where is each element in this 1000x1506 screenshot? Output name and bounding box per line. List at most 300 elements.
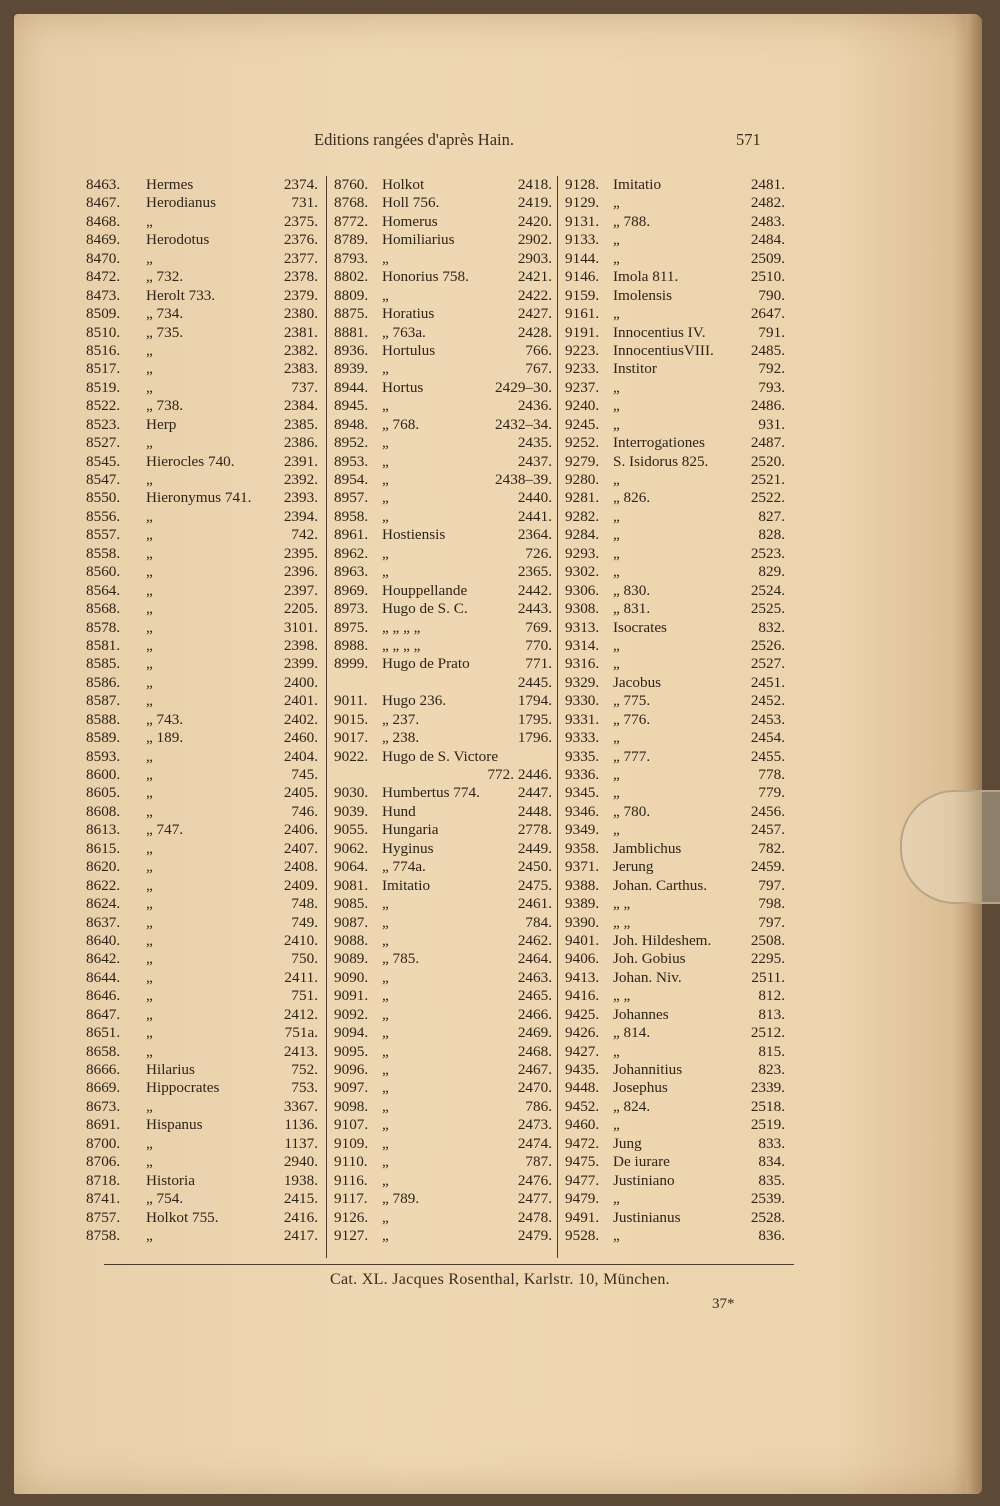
entry-name: „: [146, 507, 153, 525]
catalog-number: 2464.: [517, 950, 552, 968]
hain-number: 9098.: [334, 1097, 369, 1115]
entry-name: Humbertus 774.: [382, 784, 480, 802]
entry-name: „: [382, 1079, 389, 1097]
entry-name: „: [382, 1061, 389, 1078]
entry-name: „: [613, 231, 620, 249]
index-entry: [86, 729, 318, 747]
catalog-number: 2467.: [517, 1061, 552, 1078]
hain-number: 8939.: [334, 360, 369, 378]
entry-name: „: [613, 544, 620, 562]
catalog-number: 751.: [291, 987, 318, 1005]
entry-name: „ 189.: [146, 729, 184, 747]
entry-name: „: [613, 526, 620, 544]
catalog-number: 752.: [291, 1061, 318, 1078]
index-entry: [565, 545, 785, 563]
hain-number: 9416.: [565, 987, 600, 1005]
hain-number: 8647.: [86, 1005, 121, 1023]
catalog-number: 2383.: [283, 360, 318, 378]
index-entry: [334, 1061, 552, 1079]
index-entry: [86, 1098, 318, 1116]
catalog-number: 1137.: [284, 1134, 318, 1152]
hain-number: 8999.: [334, 655, 369, 673]
hain-number: 8516.: [86, 341, 121, 359]
index-entry: [334, 600, 552, 618]
hain-number: 8975.: [334, 618, 369, 636]
index-entry: [334, 453, 552, 471]
hain-number: 9358.: [565, 839, 600, 857]
entry-name: „ 776.: [613, 710, 651, 728]
catalog-number: 2475.: [517, 876, 552, 894]
hain-number: 9030.: [334, 784, 369, 802]
catalog-number: 746.: [291, 802, 318, 820]
hain-number: 9085.: [334, 895, 369, 913]
catalog-number: 2520.: [750, 452, 785, 470]
catalog-number: 2487.: [750, 434, 785, 452]
hain-number: 8620.: [86, 858, 121, 876]
index-entry: [86, 1190, 318, 1208]
catalog-number: 2418.: [517, 176, 552, 193]
index-entry: [86, 342, 318, 360]
entry-name: „: [613, 415, 620, 433]
entry-name: „: [382, 434, 389, 452]
entry-name: „: [613, 563, 620, 581]
hain-number: 8936.: [334, 341, 369, 359]
entry-name: „: [146, 618, 153, 636]
hain-number: 9308.: [565, 600, 600, 618]
index-entry: [334, 950, 552, 968]
catalog-number: 2451.: [750, 673, 785, 691]
catalog-number: 2478.: [517, 1208, 552, 1226]
index-entry: [86, 582, 318, 600]
entry-name: „: [146, 1134, 153, 1152]
index-entry: [86, 489, 318, 507]
catalog-number: 2450.: [517, 858, 552, 876]
index-entry: [334, 1209, 552, 1227]
hain-number: 8809.: [334, 286, 369, 304]
hain-number: 8666.: [86, 1061, 121, 1078]
entry-name: Honorius 758.: [382, 268, 469, 286]
hain-number: 8467.: [86, 194, 121, 212]
entry-name: Herodianus: [146, 194, 217, 212]
index-entry: [334, 932, 552, 950]
index-entry: [86, 250, 318, 268]
index-entry: [565, 895, 785, 913]
catalog-number: 829.: [758, 563, 785, 581]
hain-number: 8550.: [86, 489, 121, 507]
footer-rule: [104, 1264, 794, 1265]
index-entry: [86, 453, 318, 471]
catalog-number: 2524.: [750, 581, 785, 599]
hain-number: 8658.: [86, 1042, 121, 1060]
entry-name: „ „: [613, 987, 631, 1005]
catalog-number: 2482.: [750, 194, 785, 212]
entry-name: Imitatio: [382, 876, 431, 894]
catalog-number: 2391.: [283, 452, 318, 470]
entry-name: „ 774a.: [382, 858, 426, 876]
index-entry: [334, 729, 552, 747]
catalog-number: 835.: [758, 1171, 785, 1189]
catalog-number: 797.: [758, 876, 785, 894]
hain-number: 9127.: [334, 1226, 369, 1244]
entry-name: Hugo 236.: [382, 692, 447, 710]
hain-number: 8789.: [334, 231, 369, 249]
index-entry: [334, 766, 552, 784]
entry-name: „: [382, 913, 389, 931]
index-entry: [565, 969, 785, 987]
index-entry: [565, 729, 785, 747]
index-entry: [565, 674, 785, 692]
catalog-number: 2463.: [517, 968, 552, 986]
entry-name: Justiniano: [613, 1171, 675, 1189]
entry-name: „: [382, 452, 389, 470]
entry-name: „ 237.: [382, 710, 420, 728]
catalog-number: 2409.: [283, 876, 318, 894]
entry-name: „: [382, 968, 389, 986]
entry-name: „: [613, 1226, 620, 1244]
catalog-number: 2365.: [517, 563, 552, 581]
hain-number: 9133.: [565, 231, 600, 249]
hain-number: 9126.: [334, 1208, 369, 1226]
catalog-number: 2526.: [750, 636, 785, 654]
entry-name: Hungaria: [382, 821, 439, 839]
index-entry: [86, 1209, 318, 1227]
index-entry: [86, 231, 318, 249]
hain-number: 8622.: [86, 876, 121, 894]
index-entry: [565, 194, 785, 212]
index-entry: [565, 840, 785, 858]
entry-name: „: [146, 378, 153, 396]
catalog-number: 2457.: [750, 821, 785, 839]
index-entry: [565, 434, 785, 452]
entry-name: „ 788.: [613, 212, 651, 230]
catalog-number: 2438–39.: [495, 471, 552, 488]
index-entry: [334, 858, 552, 876]
index-entry: [334, 784, 552, 802]
hain-number: 9022.: [334, 747, 369, 765]
index-entry: [565, 582, 785, 600]
entry-name: Joh. Gobius: [613, 950, 686, 968]
entry-name: „: [146, 987, 153, 1005]
catalog-number: 2393.: [283, 489, 318, 507]
hain-number: 8473.: [86, 286, 121, 304]
entry-name: Hugo de S. C.: [382, 600, 468, 618]
catalog-number: 2512.: [750, 1024, 785, 1042]
index-entry: [86, 637, 318, 655]
index-entry: [565, 1079, 785, 1097]
index-entry: [86, 563, 318, 581]
hain-number: 8588.: [86, 710, 121, 728]
hain-number: 9388.: [565, 876, 600, 894]
hain-number: 9345.: [565, 784, 600, 802]
hain-number: 8954.: [334, 471, 369, 488]
index-entry: [565, 526, 785, 544]
index-entry: [334, 637, 552, 655]
entry-name: „: [146, 802, 153, 820]
catalog-number: 2484.: [750, 231, 785, 249]
catalog-number: 2477.: [517, 1190, 552, 1208]
index-entry: [86, 655, 318, 673]
catalog-number: 769.: [525, 618, 552, 636]
index-entry: [86, 969, 318, 987]
entry-name: Hermes: [146, 176, 194, 193]
entry-name: „ 735.: [146, 323, 184, 341]
hain-number: 8953.: [334, 452, 369, 470]
hain-number: 9528.: [565, 1226, 600, 1244]
catalog-number: 2419.: [517, 194, 552, 212]
hain-number: 9452.: [565, 1097, 600, 1115]
hain-number: 9090.: [334, 968, 369, 986]
catalog-number: 2428.: [517, 323, 552, 341]
catalog-number: 2406.: [283, 821, 318, 839]
index-entry: [565, 360, 785, 378]
index-entry: [334, 360, 552, 378]
hain-number: 9110.: [334, 1153, 368, 1171]
entry-name: „: [146, 950, 153, 968]
entry-name: „: [146, 636, 153, 654]
catalog-number: 745.: [291, 766, 318, 783]
index-entry: [86, 379, 318, 397]
hain-number: 8768.: [334, 194, 369, 212]
entry-name: Hierocles 740.: [146, 452, 235, 470]
catalog-number: 1794.: [517, 692, 552, 710]
hain-number: 8760.: [334, 176, 369, 193]
hain-number: 8523.: [86, 415, 121, 433]
catalog-number: 784.: [525, 913, 552, 931]
catalog-number: 836.: [758, 1226, 785, 1244]
index-entry: [334, 674, 552, 692]
entry-name: „: [382, 1024, 389, 1042]
entry-name: „: [613, 821, 620, 839]
index-entry: [334, 489, 552, 507]
entry-name: „ 738.: [146, 397, 184, 415]
catalog-number: 2441.: [517, 507, 552, 525]
index-entry: [86, 471, 318, 489]
index-entry: [86, 1061, 318, 1079]
catalog-number: 2407.: [283, 839, 318, 857]
index-entry: [565, 1098, 785, 1116]
entry-name: „: [146, 784, 153, 802]
entry-name: „ 831.: [613, 600, 651, 618]
catalog-number: 2413.: [283, 1042, 318, 1060]
column-divider: [557, 176, 558, 1258]
index-entry: [334, 305, 552, 323]
catalog-number: 2940.: [283, 1153, 318, 1171]
index-entry: [86, 1024, 318, 1042]
index-entry: [334, 711, 552, 729]
index-entry: [86, 287, 318, 305]
index-entry: [334, 877, 552, 895]
index-entry: [334, 1079, 552, 1097]
entry-name: „: [382, 1005, 389, 1023]
entry-name: „ 775.: [613, 692, 651, 710]
catalog-number: 2392.: [283, 471, 318, 488]
hain-number: 9055.: [334, 821, 369, 839]
hain-number: 8669.: [86, 1079, 121, 1097]
entry-name: „: [613, 766, 620, 783]
index-entry: [334, 176, 552, 194]
catalog-number: 731.: [291, 194, 318, 212]
catalog-number: 2778.: [517, 821, 552, 839]
entry-name: „ 734.: [146, 305, 184, 323]
page-title: Editions rangées d'après Hain.: [314, 130, 514, 149]
index-entry: [565, 932, 785, 950]
entry-name: „: [382, 360, 389, 378]
catalog-number: 833.: [758, 1134, 785, 1152]
entry-name: „: [146, 1024, 153, 1042]
index-entry: [565, 803, 785, 821]
index-entry: [334, 526, 552, 544]
hain-number: 8881.: [334, 323, 369, 341]
index-entry: [565, 1043, 785, 1061]
catalog-number: 2461.: [517, 895, 552, 913]
index-entry: [334, 748, 552, 766]
hain-number: 9131.: [565, 212, 600, 230]
catalog-number: 2508.: [750, 931, 785, 949]
entry-name: Houppellande: [382, 581, 468, 599]
index-entry: [334, 840, 552, 858]
hain-number: 8469.: [86, 231, 121, 249]
entry-name: „: [146, 747, 153, 765]
hain-number: 9017.: [334, 729, 369, 747]
hain-number: 9335.: [565, 747, 600, 765]
catalog-number: 1795.: [517, 710, 552, 728]
entry-name: „: [382, 544, 389, 562]
catalog-number: 2432–34.: [495, 415, 552, 433]
hain-number: 9233.: [565, 360, 600, 378]
index-entry: [334, 582, 552, 600]
index-entry: [334, 1227, 552, 1245]
catalog-number: 2378.: [283, 268, 318, 286]
entry-name: „: [382, 931, 389, 949]
catalog-number: 2509.: [750, 249, 785, 267]
catalog-number: 2445.: [517, 673, 552, 691]
hain-number: 9479.: [565, 1190, 600, 1208]
catalog-number: 2448.: [517, 802, 552, 820]
catalog-number: 2466.: [517, 1005, 552, 1023]
index-entry: [86, 803, 318, 821]
hain-number: 9475.: [565, 1153, 600, 1171]
catalog-number: 828.: [758, 526, 785, 544]
index-entry: [86, 324, 318, 342]
hain-number: 9313.: [565, 618, 600, 636]
entry-name: „: [146, 692, 153, 710]
page-number: 571: [736, 130, 761, 149]
index-entry: [86, 766, 318, 784]
index-entry: [86, 858, 318, 876]
catalog-number: 2395.: [283, 544, 318, 562]
entry-name: Interrogationes: [613, 434, 705, 452]
catalog-number: 1796.: [517, 729, 552, 747]
entry-name: „ „: [613, 913, 631, 931]
hain-number: 9092.: [334, 1005, 369, 1023]
entry-name: „: [146, 600, 153, 618]
catalog-number: 2398.: [283, 636, 318, 654]
index-entry: [86, 1153, 318, 1171]
index-entry: [86, 1043, 318, 1061]
catalog-number: 2384.: [283, 397, 318, 415]
entry-name: „: [146, 581, 153, 599]
index-entry: [565, 766, 785, 784]
entry-name: „: [382, 987, 389, 1005]
index-entry: [334, 268, 552, 286]
catalog-number: 2486.: [750, 397, 785, 415]
index-entry: [86, 360, 318, 378]
hain-number: 8560.: [86, 563, 121, 581]
index-entry: [334, 655, 552, 673]
entry-name: Joh. Hildeshem.: [613, 931, 712, 949]
hain-number: 9389.: [565, 895, 600, 913]
hain-number: 9284.: [565, 526, 600, 544]
catalog-number: 2422.: [517, 286, 552, 304]
entry-name: Jacobus: [613, 673, 662, 691]
entry-name: „ 754.: [146, 1190, 184, 1208]
hain-number: 8718.: [86, 1171, 121, 1189]
hain-number: 9336.: [565, 766, 600, 783]
entry-name: InnocentiusVIII.: [613, 341, 714, 359]
entry-name: Hugo de Prato: [382, 655, 470, 673]
entry-name: „: [613, 471, 620, 488]
entry-name: Herodotus: [146, 231, 210, 249]
signature-mark: 37*: [712, 1296, 735, 1312]
entry-name: „: [146, 895, 153, 913]
entry-name: „ 814.: [613, 1024, 651, 1042]
index-entry: [565, 397, 785, 415]
index-entry: [334, 342, 552, 360]
index-entry: [86, 526, 318, 544]
entry-name: „: [382, 1171, 389, 1189]
entry-name: „: [382, 507, 389, 525]
index-entry: [86, 821, 318, 839]
hain-number: 8758.: [86, 1226, 121, 1244]
index-entry: [334, 1172, 552, 1190]
catalog-number: 2417.: [283, 1226, 318, 1244]
catalog-number: 2411.: [284, 968, 318, 986]
entry-name: Hostiensis: [382, 526, 446, 544]
catalog-number: 823.: [758, 1061, 785, 1078]
catalog-number: 787.: [525, 1153, 552, 1171]
catalog-number: 815.: [758, 1042, 785, 1060]
entry-name: Jerung: [613, 858, 654, 876]
catalog-number: 2380.: [283, 305, 318, 323]
index-entry: [565, 1006, 785, 1024]
page-tab-marker: [900, 790, 1000, 904]
hain-number: 9081.: [334, 876, 369, 894]
entry-name: „: [382, 895, 389, 913]
hain-number: 9349.: [565, 821, 600, 839]
index-entry: [334, 803, 552, 821]
catalog-number: 798.: [758, 895, 785, 913]
entry-name: „ „ „ „: [382, 636, 421, 654]
index-entry: [565, 508, 785, 526]
entry-name: „: [146, 673, 153, 691]
hain-number: 8509.: [86, 305, 121, 323]
index-entry: [565, 342, 785, 360]
catalog-number: 797.: [758, 913, 785, 931]
catalog-number: 2440.: [517, 489, 552, 507]
entry-name: „: [382, 489, 389, 507]
index-entry: [334, 895, 552, 913]
index-entry: [565, 637, 785, 655]
entry-name: „ 743.: [146, 710, 184, 728]
hain-number: 8578.: [86, 618, 121, 636]
hain-number: 8945.: [334, 397, 369, 415]
index-entry: [565, 600, 785, 618]
hain-number: 8640.: [86, 931, 121, 949]
hain-number: 9015.: [334, 710, 369, 728]
entry-name: Hyginus: [382, 839, 434, 857]
catalog-number: 2437.: [517, 452, 552, 470]
catalog-number: 2420.: [517, 212, 552, 230]
